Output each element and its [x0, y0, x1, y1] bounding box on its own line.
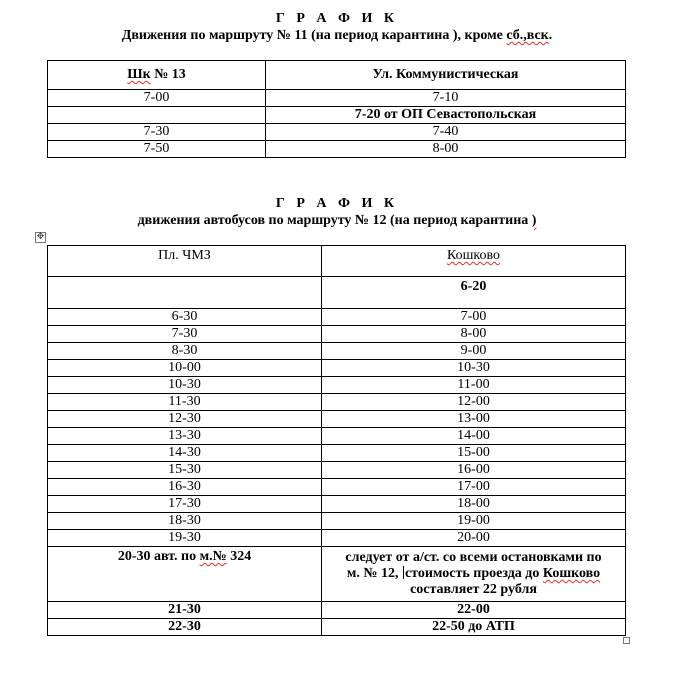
resize-handle-icon[interactable]	[623, 637, 630, 644]
table-row	[48, 428, 626, 445]
table-row	[48, 309, 626, 326]
table-header-row	[48, 246, 626, 277]
table-row	[48, 277, 626, 309]
table-row	[48, 547, 626, 602]
table-cell[interactable]: 19-30	[48, 530, 322, 547]
table-row	[48, 602, 626, 619]
special-note-koshkovo: Кошково	[542, 566, 601, 581]
table-cell[interactable]: 6-20	[322, 277, 626, 309]
table-row	[48, 90, 626, 107]
table-cell[interactable]: 7-10	[266, 90, 626, 107]
table-cell[interactable]: 19-00	[322, 513, 626, 530]
header-cell-shk13[interactable]	[48, 61, 266, 90]
table-row	[48, 326, 626, 343]
header-cell-koshkovo[interactable]	[322, 246, 626, 277]
schedule2-subtitle	[0, 213, 674, 229]
table-cell[interactable]: 6-30	[48, 309, 322, 326]
header-cell-kommunisticheskaya[interactable]: Ул. Коммунистическая	[266, 61, 626, 90]
table-cell[interactable]	[48, 277, 322, 309]
table-row	[48, 124, 626, 141]
table-row	[48, 141, 626, 158]
schedule2-subtitle-paren: )	[531, 213, 537, 228]
table-cell[interactable]: 7-20 от ОП Севастопольская	[266, 107, 626, 124]
table-cell[interactable]: 14-00	[322, 428, 626, 445]
table-cell[interactable]	[322, 547, 626, 602]
schedule1-subtitle-end: .	[548, 28, 553, 43]
table-cell[interactable]: 22-50 до АТП	[322, 619, 626, 636]
table-cell[interactable]: 8-00	[322, 326, 626, 343]
header-shk-number: № 13	[150, 67, 186, 82]
special-route-text: 20-30 авт. по	[117, 549, 200, 564]
table-cell[interactable]: 18-00	[322, 496, 626, 513]
table-row	[48, 462, 626, 479]
table-cell[interactable]: 7-30	[48, 124, 266, 141]
table-cell[interactable]: 7-00	[48, 90, 266, 107]
header-koshkovo-text: Кошково	[446, 248, 501, 263]
table-cell[interactable]: 14-30	[48, 445, 322, 462]
table-cell[interactable]: 22-00	[322, 602, 626, 619]
special-route-num: 324	[226, 549, 252, 564]
table-cell[interactable]: 10-00	[48, 360, 322, 377]
special-route-mn: м.№	[199, 549, 227, 564]
table-cell[interactable]: 7-30	[48, 326, 322, 343]
table-cell[interactable]: 17-30	[48, 496, 322, 513]
special-note-route: м. № 12,	[346, 566, 402, 581]
special-note-line2	[322, 566, 625, 582]
schedule1-subtitle	[0, 28, 674, 44]
table-cell[interactable]: 16-30	[48, 479, 322, 496]
table-cell[interactable]: 10-30	[322, 360, 626, 377]
schedule2-title: Г Р А Ф И К	[275, 196, 399, 211]
text-cursor	[403, 566, 404, 579]
table-cell[interactable]: 7-40	[266, 124, 626, 141]
special-note-cost: стоимость проезда до	[404, 566, 543, 581]
schedule2-subtitle-text: движения автобусов по маршруту № 12 (на период карантина	[137, 213, 532, 228]
table-row	[48, 479, 626, 496]
table-row	[48, 530, 626, 547]
table-row	[48, 411, 626, 428]
table-row	[48, 107, 626, 124]
table-cell[interactable]: 10-30	[48, 377, 322, 394]
table-row	[48, 496, 626, 513]
table-cell[interactable]: 12-30	[48, 411, 322, 428]
table-cell[interactable]: 7-50	[48, 141, 266, 158]
table-row	[48, 360, 626, 377]
schedule1-table	[47, 60, 626, 158]
table-cell[interactable]: 15-30	[48, 462, 322, 479]
table-cell[interactable]: 17-00	[322, 479, 626, 496]
table-row	[48, 619, 626, 636]
table-cell[interactable]	[48, 107, 266, 124]
schedule1-subtitle-text: Движения по маршруту № 11 (на период карантина ), кроме	[121, 28, 507, 43]
table-cell[interactable]: 18-30	[48, 513, 322, 530]
table-cell[interactable]: 20-00	[322, 530, 626, 547]
table-cell[interactable]: 8-00	[266, 141, 626, 158]
table-header-row	[48, 61, 626, 90]
schedule1-subtitle-days: сб.,вск	[506, 28, 549, 43]
table-cell[interactable]: 11-30	[48, 394, 322, 411]
table-cell[interactable]: 9-00	[322, 343, 626, 360]
table-cell[interactable]: 22-30	[48, 619, 322, 636]
table-cell[interactable]: 13-00	[322, 411, 626, 428]
table-cell[interactable]: 8-30	[48, 343, 322, 360]
table-cell[interactable]: 13-30	[48, 428, 322, 445]
table-cell[interactable]: 11-00	[322, 377, 626, 394]
schedule2-table	[47, 245, 626, 636]
table-cell[interactable]: 16-00	[322, 462, 626, 479]
table-row	[48, 394, 626, 411]
table-cell[interactable]	[48, 547, 322, 602]
header-shk-word: Шк	[127, 67, 151, 82]
table-cell[interactable]: 21-30	[48, 602, 322, 619]
table-cell[interactable]: 12-00	[322, 394, 626, 411]
table-row	[48, 513, 626, 530]
header-cell-pl-chmz[interactable]: Пл. ЧМЗ	[48, 246, 322, 277]
special-note-line1: следует от а/ст. со всеми остановками по	[345, 550, 602, 565]
table-row	[48, 343, 626, 360]
table-row	[48, 445, 626, 462]
schedule1-title: Г Р А Ф И К	[275, 11, 399, 26]
move-handle-icon[interactable]: ✥	[36, 232, 45, 242]
special-note-line3: составляет 22 рубля	[410, 582, 537, 597]
table-cell[interactable]: 15-00	[322, 445, 626, 462]
table-cell[interactable]: 7-00	[322, 309, 626, 326]
table-row	[48, 377, 626, 394]
